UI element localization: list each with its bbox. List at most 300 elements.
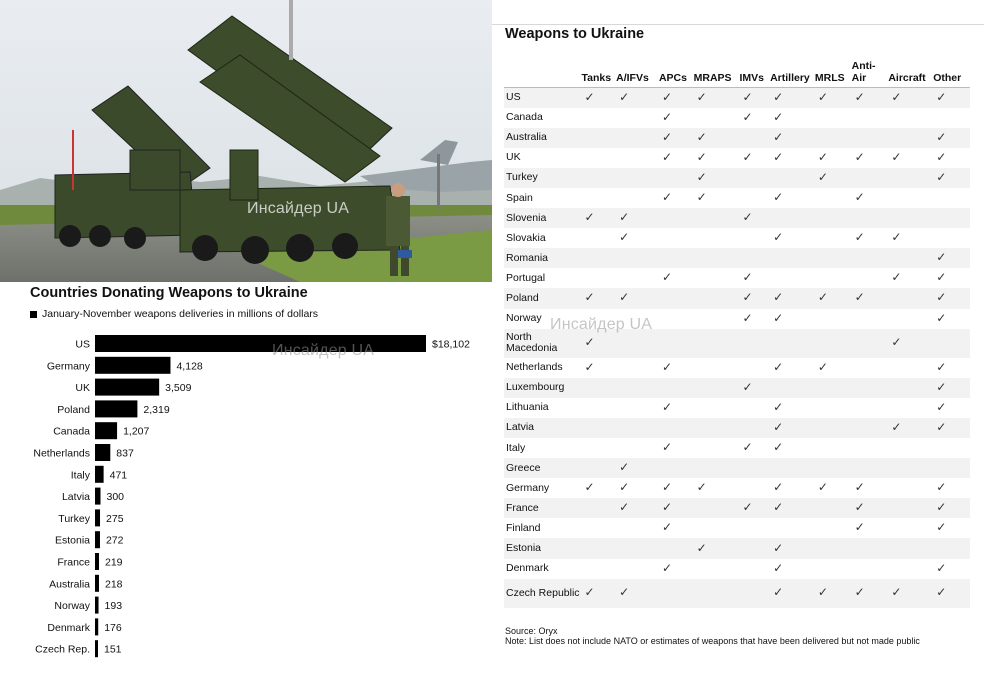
cell-air — [888, 248, 933, 268]
check-icon: ✓ — [584, 480, 595, 495]
country-cell: Slovenia — [504, 208, 581, 228]
cell-mrls — [815, 378, 852, 398]
country-cell: Australia — [504, 128, 581, 148]
cell-air — [888, 559, 933, 579]
cell-apc — [659, 358, 694, 378]
cell-mraps — [694, 518, 740, 538]
bar — [95, 640, 98, 657]
cell-tanks — [581, 398, 616, 418]
header-tanks: Tanks — [581, 60, 616, 88]
cell-aa — [852, 579, 889, 608]
cell-mraps — [694, 168, 740, 188]
bar-chart-panel — [0, 282, 492, 678]
country-cell: North Macedonia — [504, 329, 581, 358]
check-icon: ✓ — [936, 419, 947, 434]
cell-mrls — [815, 329, 852, 358]
check-icon: ✓ — [854, 480, 865, 495]
cell-tanks — [581, 418, 616, 438]
cell-apc — [659, 309, 694, 329]
value-label: 3,509 — [165, 382, 192, 395]
cell-mrls — [815, 579, 852, 608]
cell-afv — [616, 438, 659, 458]
cell-apc — [659, 518, 694, 538]
table-row — [504, 398, 970, 418]
check-icon: ✓ — [619, 460, 630, 475]
check-icon: ✓ — [891, 270, 902, 285]
check-icon: ✓ — [742, 210, 753, 225]
value-label: 193 — [104, 600, 123, 613]
value-label: 2,319 — [143, 403, 170, 416]
source-text: Source: Oryx — [505, 626, 558, 636]
bar-chart — [0, 282, 492, 678]
cell-art — [770, 108, 815, 128]
table-row — [504, 478, 970, 498]
check-icon: ✓ — [742, 379, 753, 394]
cell-art — [770, 329, 815, 358]
category-label: UK — [75, 382, 90, 395]
check-icon: ✓ — [661, 109, 673, 124]
cell-imv — [739, 88, 770, 108]
check-icon: ✓ — [619, 230, 630, 245]
header-country — [504, 60, 581, 88]
check-icon: ✓ — [619, 480, 630, 495]
cell-mraps — [694, 579, 740, 608]
cell-mrls — [815, 148, 852, 168]
cell-art — [770, 458, 815, 478]
cell-tanks — [581, 88, 616, 108]
category-label: Norway — [54, 600, 90, 613]
country-cell: Lithuania — [506, 401, 549, 414]
table-row — [504, 559, 970, 579]
table-row — [504, 268, 970, 288]
check-icon: ✓ — [661, 89, 673, 104]
cell-imv — [739, 478, 770, 498]
check-icon: ✓ — [773, 500, 784, 515]
cell-other — [933, 309, 970, 329]
cell-apc — [659, 579, 694, 608]
cell-art — [770, 148, 815, 168]
category-label: Canada — [53, 425, 90, 438]
check-icon: ✓ — [661, 520, 673, 535]
cell-air — [888, 268, 933, 288]
country-cell: Romania — [504, 248, 581, 268]
table-watermark: Инсайдер UA — [550, 316, 653, 333]
check-icon: ✓ — [584, 359, 595, 374]
check-icon: ✓ — [661, 270, 673, 285]
check-icon: ✓ — [891, 149, 902, 164]
header-apc: APCs — [659, 60, 694, 88]
cell-tanks — [581, 438, 616, 458]
cell-other — [933, 329, 970, 358]
check-icon: ✓ — [661, 560, 673, 575]
check-icon: ✓ — [936, 169, 947, 184]
cell-air — [888, 458, 933, 478]
chart-watermark: Инсайдер UA — [272, 342, 375, 359]
check-icon: ✓ — [696, 129, 707, 144]
check-icon: ✓ — [619, 210, 630, 225]
cell-air — [888, 108, 933, 128]
cell-art — [770, 228, 815, 248]
check-icon: ✓ — [854, 89, 865, 104]
category-label: Italy — [70, 469, 90, 482]
check-icon: ✓ — [936, 585, 947, 600]
table-row — [504, 438, 970, 458]
cell-mraps — [694, 498, 740, 518]
category-label: US — [75, 338, 90, 351]
cell-imv — [739, 208, 770, 228]
country-cell: Denmark — [506, 562, 549, 575]
check-icon: ✓ — [742, 290, 753, 305]
check-icon: ✓ — [936, 250, 947, 265]
cell-air — [888, 228, 933, 248]
check-icon: ✓ — [817, 585, 828, 600]
cell-other — [933, 458, 970, 478]
cell-imv — [739, 378, 770, 398]
bar — [95, 335, 426, 352]
cell-air — [888, 518, 933, 538]
check-icon: ✓ — [742, 440, 753, 455]
header-art: Artillery — [770, 60, 815, 88]
cell-art — [770, 128, 815, 148]
check-icon: ✓ — [696, 89, 707, 104]
check-icon: ✓ — [817, 290, 828, 305]
header-other: Other — [933, 60, 970, 88]
cell-mraps — [694, 538, 740, 558]
value-label: 275 — [106, 512, 124, 525]
category-label: Turkey — [58, 512, 90, 525]
check-icon: ✓ — [773, 440, 784, 455]
cell-mraps — [694, 329, 740, 358]
check-icon: ✓ — [773, 359, 784, 374]
cell-mraps — [694, 268, 740, 288]
check-icon: ✓ — [891, 585, 902, 600]
check-icon: ✓ — [773, 290, 784, 305]
country-cell: France — [504, 498, 581, 518]
cell-mraps — [694, 559, 740, 579]
cell-mraps — [694, 438, 740, 458]
check-icon: ✓ — [619, 500, 630, 515]
cell-apc — [659, 228, 694, 248]
cell-mraps — [694, 108, 740, 128]
cell-art — [770, 559, 815, 579]
cell-mraps — [694, 288, 740, 308]
cell-mraps — [694, 458, 740, 478]
category-label: Denmark — [47, 621, 90, 634]
cell-aa — [852, 88, 889, 108]
check-icon: ✓ — [661, 480, 673, 495]
check-icon: ✓ — [936, 560, 947, 575]
country-cell: Portugal — [506, 271, 546, 284]
check-icon: ✓ — [854, 230, 865, 245]
cell-imv — [739, 418, 770, 438]
cell-tanks — [581, 128, 616, 148]
cell-apc — [659, 268, 694, 288]
cell-imv — [739, 498, 770, 518]
cell-mrls — [815, 188, 852, 208]
cell-other — [933, 208, 970, 228]
cell-apc — [659, 378, 694, 398]
cell-afv — [616, 418, 659, 438]
check-icon: ✓ — [854, 290, 865, 305]
cell-air — [888, 148, 933, 168]
check-icon: ✓ — [661, 149, 673, 164]
cell-mraps — [694, 248, 740, 268]
value-label: 471 — [109, 469, 128, 482]
country-cell: Czech Republic — [504, 579, 581, 608]
check-icon: ✓ — [619, 89, 630, 104]
cell-tanks — [581, 378, 616, 398]
cell-imv — [739, 268, 770, 288]
legend-label: January-November weapons deliveries in millions of dollars — [42, 308, 319, 320]
cell-apc — [659, 168, 694, 188]
cell-mrls — [815, 88, 852, 108]
check-icon: ✓ — [936, 399, 947, 414]
cell-mrls — [815, 418, 852, 438]
cell-air — [888, 398, 933, 418]
cell-imv — [739, 148, 770, 168]
cell-afv — [616, 228, 659, 248]
table-row — [504, 168, 970, 188]
cell-imv — [739, 398, 770, 418]
cell-air — [888, 478, 933, 498]
cell-mrls — [815, 168, 852, 188]
check-icon: ✓ — [661, 500, 673, 515]
cell-aa — [852, 208, 889, 228]
check-icon: ✓ — [891, 335, 902, 350]
bar — [95, 597, 99, 614]
cell-apc — [659, 458, 694, 478]
table-row — [504, 378, 970, 398]
cell-art — [770, 208, 815, 228]
cell-air — [888, 438, 933, 458]
cell-afv — [616, 538, 659, 558]
cell-apc — [659, 248, 694, 268]
check-icon: ✓ — [661, 190, 673, 205]
cell-aa — [852, 518, 889, 538]
cell-mraps — [694, 208, 740, 228]
cell-mraps — [694, 358, 740, 378]
cell-air — [888, 288, 933, 308]
check-icon: ✓ — [936, 500, 947, 515]
cell-mrls — [815, 498, 852, 518]
category-label: Poland — [57, 403, 90, 416]
check-icon: ✓ — [773, 419, 784, 434]
cell-other — [933, 248, 970, 268]
cell-tanks — [581, 208, 616, 228]
category-label: Netherlands — [33, 447, 90, 460]
country-cell: Spain — [506, 191, 533, 204]
cell-apc — [659, 438, 694, 458]
country-cell: Greece — [504, 458, 581, 478]
value-label: 300 — [106, 491, 125, 504]
check-icon: ✓ — [891, 419, 902, 434]
cell-tanks — [581, 478, 616, 498]
bar — [95, 466, 104, 483]
table-row — [504, 358, 970, 378]
country-cell: US — [504, 88, 581, 108]
check-icon: ✓ — [773, 540, 784, 555]
cell-air — [888, 309, 933, 329]
table-row — [504, 88, 970, 108]
header-imv: IMVs — [739, 60, 770, 88]
cell-mrls — [815, 458, 852, 478]
table-row — [504, 248, 970, 268]
category-label: Czech Rep. — [35, 643, 90, 656]
cell-apc — [659, 478, 694, 498]
check-icon: ✓ — [696, 480, 707, 495]
cell-art — [770, 518, 815, 538]
cell-other — [933, 579, 970, 608]
bar — [95, 422, 117, 439]
table-header-row — [504, 60, 970, 88]
header-air: Aircraft — [888, 60, 933, 88]
check-icon: ✓ — [936, 310, 947, 325]
check-icon: ✓ — [696, 540, 707, 555]
cell-apc — [659, 208, 694, 228]
cell-apc — [659, 108, 694, 128]
table-row — [504, 418, 970, 438]
check-icon: ✓ — [773, 310, 784, 325]
check-icon: ✓ — [817, 149, 828, 164]
cell-afv — [616, 378, 659, 398]
cell-mrls — [815, 309, 852, 329]
cell-air — [888, 329, 933, 358]
cell-mraps — [694, 398, 740, 418]
check-icon: ✓ — [854, 520, 865, 535]
bar — [95, 379, 159, 396]
bar — [95, 531, 100, 548]
cell-apc — [659, 148, 694, 168]
cell-other — [933, 128, 970, 148]
cell-mraps — [694, 309, 740, 329]
check-icon: ✓ — [773, 560, 784, 575]
check-icon: ✓ — [696, 169, 707, 184]
cell-art — [770, 188, 815, 208]
cell-mrls — [815, 288, 852, 308]
cell-air — [888, 88, 933, 108]
check-icon: ✓ — [891, 89, 902, 104]
cell-air — [888, 418, 933, 438]
cell-other — [933, 538, 970, 558]
cell-art — [770, 378, 815, 398]
cell-tanks — [581, 268, 616, 288]
cell-mrls — [815, 398, 852, 418]
check-icon: ✓ — [584, 335, 595, 350]
bar — [95, 575, 99, 592]
cell-aa — [852, 438, 889, 458]
cell-art — [770, 418, 815, 438]
check-icon: ✓ — [661, 440, 673, 455]
cell-aa — [852, 228, 889, 248]
cell-other — [933, 228, 970, 248]
country-cell: Italy — [506, 441, 526, 454]
table-title: Weapons to Ukraine — [505, 26, 645, 42]
cell-imv — [739, 168, 770, 188]
check-icon: ✓ — [773, 480, 784, 495]
cell-aa — [852, 288, 889, 308]
cell-tanks — [581, 358, 616, 378]
country-cell: Poland — [504, 288, 581, 308]
table-row — [504, 518, 970, 538]
cell-other — [933, 148, 970, 168]
value-label: 219 — [105, 556, 123, 569]
country-cell: Netherlands — [506, 361, 563, 374]
cell-imv — [739, 438, 770, 458]
cell-tanks — [581, 559, 616, 579]
value-label: 176 — [104, 621, 122, 634]
table-row — [504, 108, 970, 128]
cell-art — [770, 538, 815, 558]
cell-afv — [616, 248, 659, 268]
category-label: Estonia — [54, 534, 90, 547]
cell-afv — [616, 498, 659, 518]
cell-other — [933, 268, 970, 288]
cell-art — [770, 288, 815, 308]
cell-aa — [852, 398, 889, 418]
category-label: France — [57, 556, 90, 569]
table-row — [504, 458, 970, 478]
cell-aa — [852, 559, 889, 579]
cell-other — [933, 188, 970, 208]
cell-other — [933, 168, 970, 188]
check-icon: ✓ — [773, 89, 784, 104]
cell-aa — [852, 148, 889, 168]
cell-mrls — [815, 248, 852, 268]
check-icon: ✓ — [773, 109, 784, 124]
check-icon: ✓ — [584, 89, 595, 104]
cell-aa — [852, 168, 889, 188]
category-label: Australia — [49, 578, 90, 591]
cell-aa — [852, 128, 889, 148]
check-icon: ✓ — [817, 480, 828, 495]
cell-aa — [852, 188, 889, 208]
cell-art — [770, 579, 815, 608]
cell-tanks — [581, 168, 616, 188]
cell-tanks — [581, 108, 616, 128]
cell-other — [933, 438, 970, 458]
cell-mraps — [694, 128, 740, 148]
cell-afv — [616, 168, 659, 188]
cell-mraps — [694, 478, 740, 498]
cell-aa — [852, 458, 889, 478]
check-icon: ✓ — [742, 310, 753, 325]
check-icon: ✓ — [854, 149, 865, 164]
cell-aa — [852, 418, 889, 438]
bar — [95, 618, 98, 635]
cell-tanks — [581, 188, 616, 208]
cell-mrls — [815, 358, 852, 378]
cell-apc — [659, 128, 694, 148]
country-cell: Estonia — [504, 538, 581, 558]
cell-mraps — [694, 88, 740, 108]
cell-air — [888, 358, 933, 378]
check-icon: ✓ — [773, 129, 784, 144]
cell-apc — [659, 188, 694, 208]
top-divider — [492, 24, 984, 25]
cell-art — [770, 398, 815, 418]
check-icon: ✓ — [936, 379, 947, 394]
cell-other — [933, 398, 970, 418]
table-row — [504, 228, 970, 248]
check-icon: ✓ — [773, 585, 784, 600]
cell-air — [888, 378, 933, 398]
cell-imv — [739, 538, 770, 558]
check-icon: ✓ — [936, 520, 947, 535]
cell-other — [933, 358, 970, 378]
country-cell: Norway — [506, 312, 542, 325]
cell-mrls — [815, 108, 852, 128]
cell-mraps — [694, 148, 740, 168]
